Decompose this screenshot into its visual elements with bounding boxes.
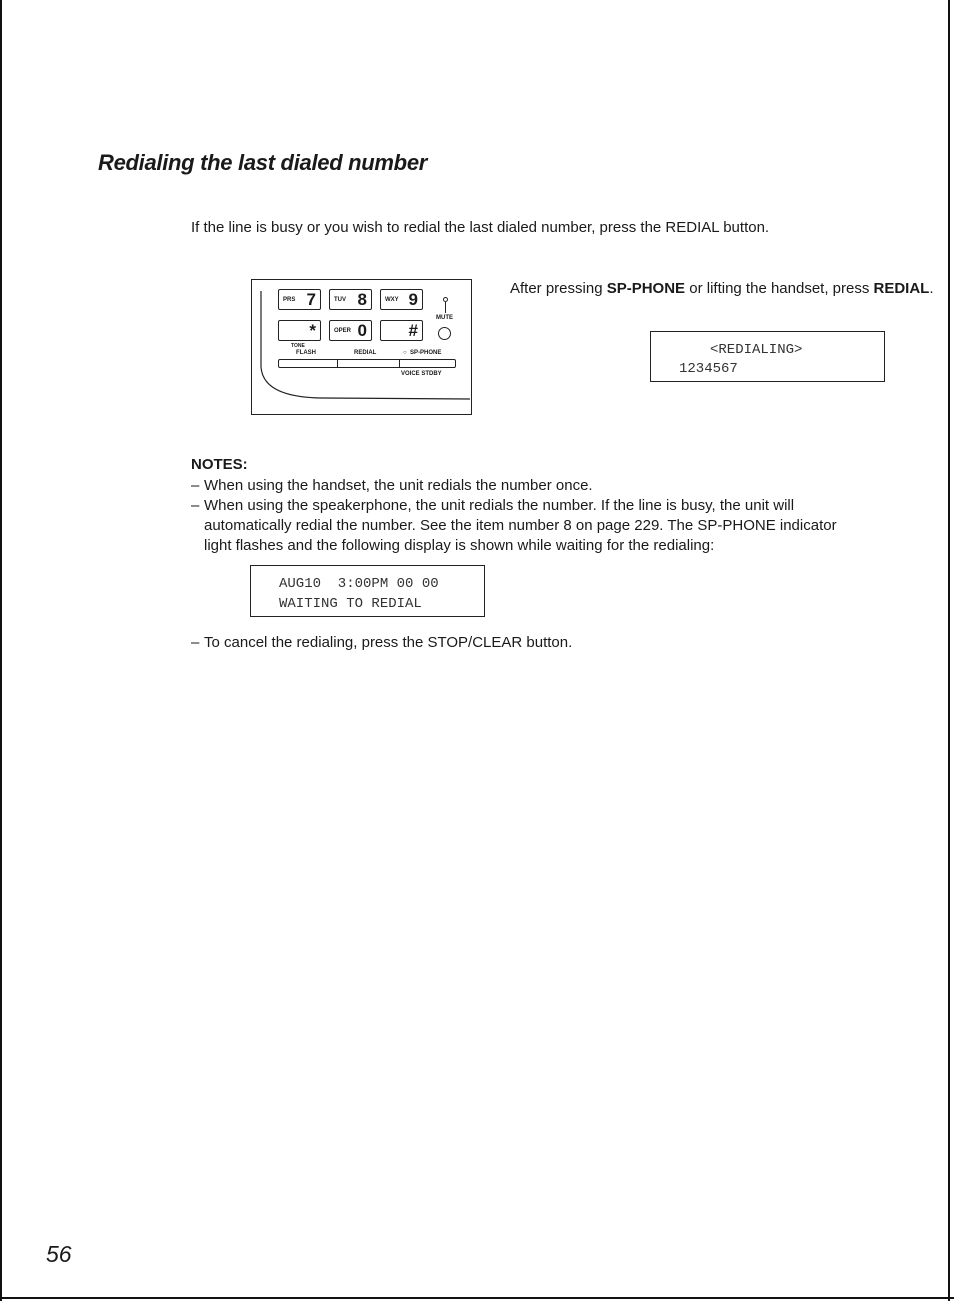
mute-indicator-stem [445, 302, 446, 313]
voice-stdby-label: VOICE STDBY [401, 371, 442, 377]
key-9 [380, 289, 423, 310]
key-0-letters: OPER [334, 328, 352, 334]
note-item-1: – When using the handset, the unit redials the number once. [191, 477, 593, 494]
key-star [278, 320, 321, 341]
page-edge-bottom [0, 1297, 954, 1299]
key-hash [380, 320, 423, 341]
redial-key-name: REDIAL [873, 280, 930, 297]
redial-label: REDIAL [354, 350, 377, 356]
sp-phone-key-name: SP-PHONE [606, 280, 686, 297]
display-waiting-line1: AUG10 3:00PM 00 00 [279, 576, 439, 592]
key-7 [278, 289, 321, 310]
key-hash-digit: # [408, 321, 418, 340]
page-number: 56 [46, 1241, 72, 1267]
mute-label: MUTE [436, 315, 453, 321]
key-0 [329, 320, 372, 341]
key-0-digit: 0 [357, 321, 367, 340]
sp-phone-label: SP-PHONE [410, 350, 442, 356]
display-redialing-line1: <REDIALING> [710, 342, 803, 358]
mute-button-icon [438, 327, 451, 340]
display-redialing [650, 331, 885, 382]
key-9-letters: WXY [385, 297, 399, 303]
key-8-letters: TUV [334, 297, 346, 303]
display-redialing-line2: 1234567 [679, 361, 738, 377]
page-edge-right [948, 0, 950, 1301]
tone-label: TONE [291, 343, 305, 349]
sp-phone-indicator-icon: ○ [403, 350, 407, 356]
page-edge-left [0, 0, 2, 1301]
key-9-digit: 9 [408, 290, 418, 309]
note-item-3: – To cancel the redialing, press the STOP/CLEAR button. [191, 634, 573, 651]
function-key-bar [278, 359, 456, 368]
key-7-letters: PRS [283, 297, 296, 303]
display-waiting [250, 565, 485, 617]
key-7-digit: 7 [306, 290, 316, 309]
section-title: Redialing the last dialed number [98, 150, 428, 175]
notes-heading: NOTES: [191, 456, 248, 473]
instruction-text: After pressing SP-PHONE or lifting the handset, press REDIAL. [510, 280, 934, 297]
key-star-digit: * [309, 321, 316, 340]
key-8-digit: 8 [357, 290, 367, 309]
note-item-2: – When using the speakerphone, the unit redials the number. If the line is busy, the unit will automatically redial the number. See the item number 8 on page 229. The SP-PHONE indicator light flashes and the following display is shown while waiting for the redialing: [191, 497, 837, 554]
intro-text: If the line is busy or you wish to redial the last dialed number, press the REDIAL button. [191, 219, 770, 236]
flash-label: FLASH [296, 350, 316, 356]
key-8 [329, 289, 372, 310]
display-waiting-line2: WAITING TO REDIAL [279, 596, 422, 612]
